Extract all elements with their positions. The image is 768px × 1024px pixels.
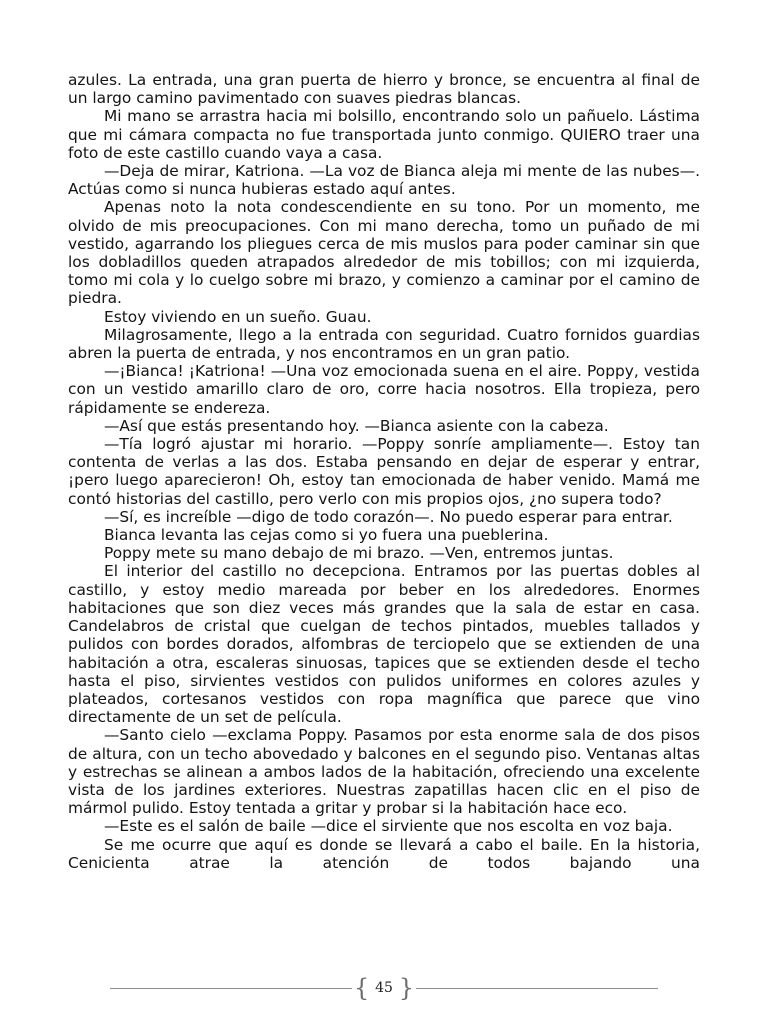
paragraph: Milagrosamente, llego a la entrada con seguridad. Cuatro fornidos guardias abren la puerta de entrada, y nos encontramos en un gran patio. xyxy=(68,325,700,363)
paragraph: El interior del castillo no decepciona. Entramos por las puertas dobles al castillo, y estoy medio mareada por beber en los alrededores. Enormes habitaciones que son diez veces más grandes que la sala de estar en casa. Candelabros de cristal que cuelgan de techos pintados, muebles tallados y pulidos con bordes dorados, alfombras de terciopelo que se extienden de una habitación a otra, escaleras sinuosas, tapices que se extienden desde el techo hasta el piso, sirvientes vestidos con pulidos uniformes en colores azules y plateados, cortesanos vestidos con ropa magnífica que parece que vino directamente de un set de película. xyxy=(68,562,700,727)
paragraph: Se me ocurre que aquí es donde se llevará a cabo el baile. En la historia, Cenicienta atrae la atención de todos bajando una xyxy=(68,835,700,872)
paragraph: —Deja de mirar, Katriona. —La voz de Bianca aleja mi mente de las nubes—. Actúas como si nunca hubieras estado aquí antes. xyxy=(68,162,700,199)
paragraph: —Tía logró ajustar mi horario. —Poppy sonríe ampliamente—. Estoy tan contenta de verlas a las dos. Estaba pensando en dejar de esperar y entrar, ¡pero luego aparecieron! Oh, estoy tan emocionada de haber venido. Mamá me contó historias del castillo, pero verlo con mis propios ojos, ¿no supera todo? xyxy=(68,435,700,508)
footer-rule-left xyxy=(110,988,352,989)
left-brace-ornament: { xyxy=(354,974,370,1002)
paragraph: Estoy viviendo en un sueño. Guau. xyxy=(104,307,372,326)
page-footer xyxy=(110,976,658,1002)
paragraph: —Así que estás presentando hoy. —Bianca asiente con la cabeza. xyxy=(104,416,609,435)
paragraph: —Santo cielo —exclama Poppy. Pasamos por esta enorme sala de dos pisos de altura, con un techo abovedado y balcones en el segundo piso. Ventanas altas y estrechas se alinean a ambos lados de la habitación, ofreciendo una excelente vista de los jardines exteriores. Nuestras zapatillas hacen clic en el piso de mármol pulido. Estoy tentada a gritar y probar si la habitación hace eco. xyxy=(68,726,700,818)
paragraph: Bianca levanta las cejas como si yo fuera una pueblerina. xyxy=(104,526,549,545)
paragraph: Apenas noto la nota condescendiente en su tono. Por un momento, me olvido de mis preocupaciones. Con mi mano derecha, tomo un puñado de mi vestido, agarrando los pliegues cerca de mis muslos para poder caminar sin que los dobladillos queden atrapados alrededor de mis tobillos; con mi izquierda, tomo mi cola y lo cuelgo sobre mi brazo, y comienzo a caminar por el camino de piedra. xyxy=(68,198,700,308)
paragraph: Mi mano se arrastra hacia mi bolsillo, encontrando solo un pañuelo. Lástima que mi cámara compacta no fue transportada junto conmigo. QUIERO traer una foto de este castillo cuando vaya a casa. xyxy=(68,107,700,162)
paragraph: —Este es el salón de baile —dice el sirviente que nos escolta en voz baja. xyxy=(104,817,673,836)
body-text xyxy=(68,71,700,872)
paragraph: —¡Bianca! ¡Katriona! —Una voz emocionada suena en el aire. Poppy, vestida con un vestido amarillo claro de oro, corre hacia nosotros. Ella tropieza, pero rápidamente se endereza. xyxy=(68,362,700,417)
footer-rule-right xyxy=(416,988,658,989)
page-number: 45 xyxy=(375,980,393,996)
paragraph: azules. La entrada, una gran puerta de hierro y bronce, se encuentra al final de un largo camino pavimentado con suaves piedras blancas. xyxy=(68,71,700,108)
paragraph: —Sí, es increíble —digo de todo corazón—. No puedo esperar para entrar. xyxy=(104,507,673,526)
right-brace-ornament: } xyxy=(398,974,414,1002)
paragraph: Poppy mete su mano debajo de mi brazo. —Ven, entremos juntas. xyxy=(104,544,614,563)
